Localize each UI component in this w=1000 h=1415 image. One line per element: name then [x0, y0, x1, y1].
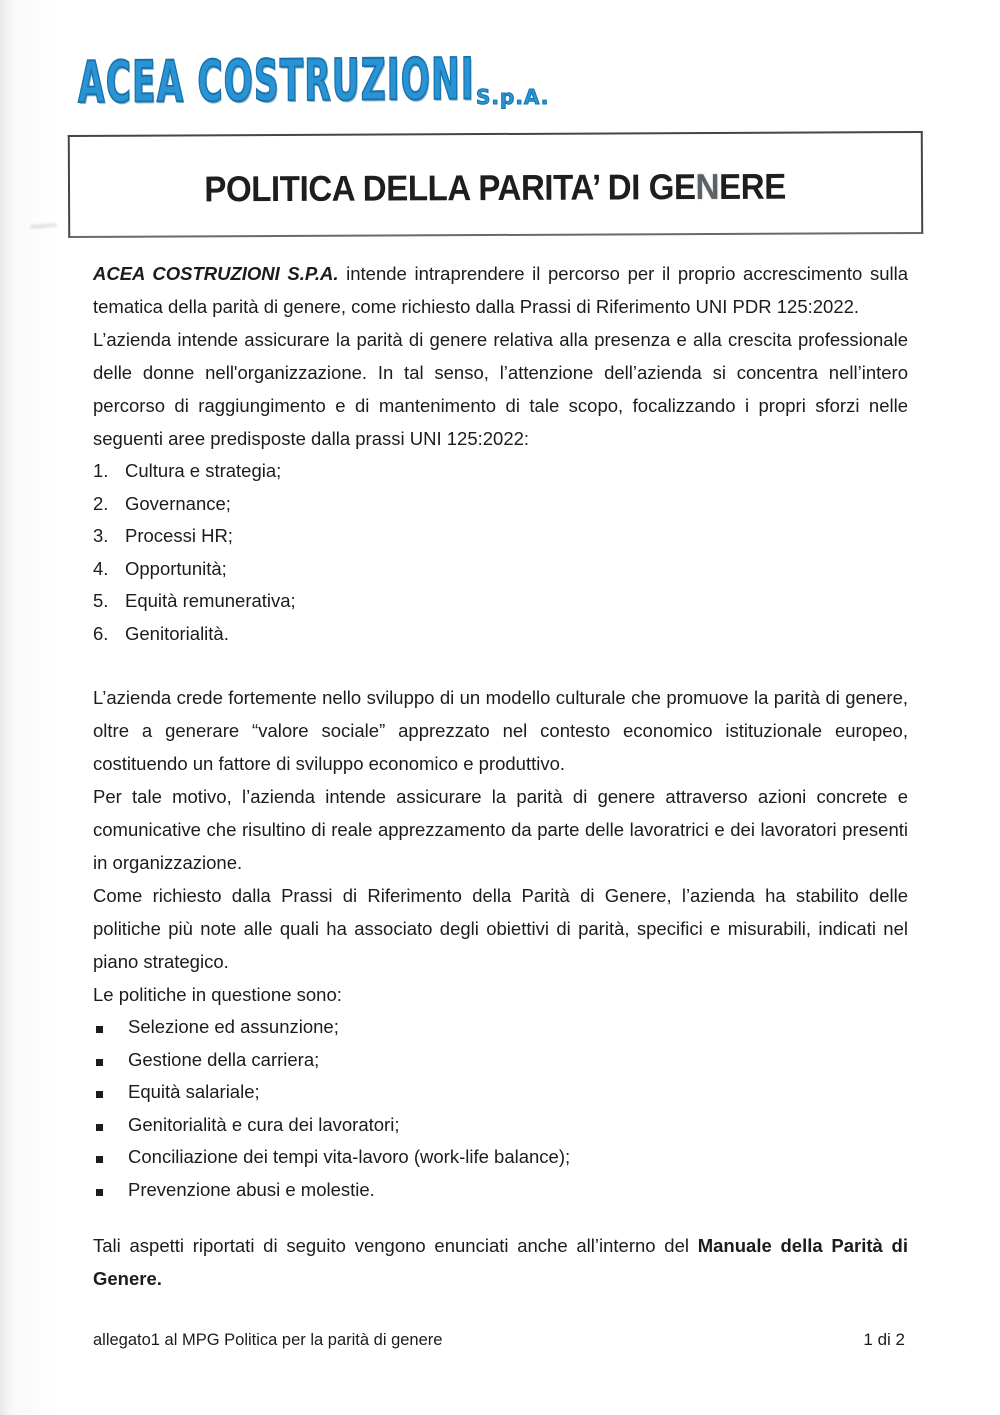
title-box: [68, 131, 923, 238]
scan-edge-shading: [0, 0, 55, 1415]
policy-item: [93, 1044, 908, 1077]
policy-text: Equità salariale;: [128, 1081, 260, 1102]
policies-list: [93, 1011, 908, 1206]
focus-area-item: [93, 585, 908, 618]
policy-item: [93, 1076, 908, 1109]
list-number: 5.: [93, 590, 109, 611]
list-number: 2.: [93, 492, 109, 514]
paragraph-intro: [93, 257, 908, 323]
list-text: Equità remunerativa;: [125, 590, 296, 611]
company-name-bold: ACEA COSTRUZIONI S.P.A.: [93, 263, 339, 284]
focus-area-item: [93, 520, 908, 553]
bullet-square-icon: [96, 1189, 103, 1196]
paragraph-closing-text: Tali aspetti riportati di seguito vengono enunciati anche all’interno del: [93, 1235, 698, 1256]
list-number: 3.: [93, 525, 109, 546]
paragraph-policies-intro: Le politiche in questione sono:: [93, 984, 342, 1005]
list-number: 4.: [93, 557, 109, 579]
focus-area-item: [93, 455, 908, 488]
paragraph-closing: [93, 1229, 908, 1295]
policy-item: [93, 1174, 908, 1207]
paragraph-policies-established: Come richiesto dalla Prassi di Riferimento della Parità di Genere, l’azienda ha stabilito delle politiche più note alle quali ha associato degli obiettivi di parità, specifici e misurabili, indicati nel piano strategico.: [93, 885, 908, 972]
list-number: 1.: [93, 460, 109, 481]
document-title: [205, 165, 787, 210]
company-logo-suffix: S.p.A.: [476, 85, 550, 109]
manual-name-bold: Manuale della Parità di Genere.: [93, 1235, 908, 1289]
policy-text: Conciliazione dei tempi vita-lavoro (work-life balance);: [128, 1146, 571, 1167]
list-text: Cultura e strategia;: [125, 460, 282, 481]
company-logo-text: ACEA COSTRUZIONI: [78, 46, 475, 116]
document-body: [93, 257, 908, 1295]
policy-item: [93, 1011, 908, 1044]
title-text-pre: POLITICA DELLA PARITA’ DI GE: [204, 165, 697, 209]
policy-item: [93, 1109, 908, 1142]
bullet-square-icon: [96, 1059, 103, 1066]
bullet-square-icon: [96, 1124, 103, 1131]
bullet-square-icon: [96, 1156, 103, 1163]
bullet-square-icon: [96, 1026, 103, 1033]
paragraph-gender-equality: L’azienda intende assicurare la parità di genere relativa alla presenza e alla crescita professionale delle donne nell'organizzazione. In tal senso, l’attenzione dell’azienda si concentra nell’intero percorso di raggiungimento e di mantenimento di tale scopo, focalizzando i propri sforzi nelle seguenti aree predisposte dalla prassi UNI 125:2022:: [93, 329, 908, 449]
page-footer: [93, 1330, 905, 1350]
focus-area-item: [93, 488, 908, 521]
list-number: 6.: [93, 622, 109, 644]
list-text: Opportunità;: [125, 557, 227, 579]
focus-area-item: [93, 618, 908, 651]
policy-text: Genitorialità e cura dei lavoratori;: [128, 1113, 400, 1135]
policy-text: Gestione della carriera;: [128, 1048, 320, 1070]
focus-area-item: [93, 553, 908, 586]
policy-item: [93, 1141, 908, 1174]
bullet-square-icon: [96, 1091, 103, 1098]
policy-text: Prevenzione abusi e molestie.: [128, 1178, 375, 1200]
paragraph-cultural-model: L’azienda crede fortemente nello sviluppo di un modello culturale che promuove la parità di genere, oltre a generare “valore sociale” apprezzato nel contesto economico istituzionale europeo, costituendo un fattore di sviluppo economico e produttivo.: [93, 687, 908, 774]
title-text-post: ERE: [719, 165, 787, 207]
footer-page-number: 1 di 2: [863, 1330, 905, 1349]
list-text: Processi HR;: [125, 525, 233, 546]
policy-text: Selezione ed assunzione;: [128, 1016, 339, 1037]
paragraph-concrete-actions: Per tale motivo, l’azienda intende assicurare la parità di genere attraverso azioni concrete e comunicative che risultino di reale apprezzamento da parte delle lavoratrici e dei lavoratori presenti in organizzazione.: [93, 786, 908, 873]
footer-document-reference: allegato1 al MPG Politica per la parità di genere: [93, 1331, 443, 1349]
company-logo: [78, 46, 698, 116]
scan-smudge-artifact: [30, 223, 57, 229]
list-text: Governance;: [125, 492, 231, 514]
focus-areas-list: [93, 455, 908, 650]
title-text-faded: N: [695, 165, 720, 207]
list-text: Genitorialità.: [125, 622, 229, 644]
paragraph-intro-text: intende intraprendere il percorso per il proprio accrescimento sulla tematica della parità di genere, come richiesto dalla Prassi di Riferimento UNI PDR 125:2022.: [93, 263, 908, 317]
